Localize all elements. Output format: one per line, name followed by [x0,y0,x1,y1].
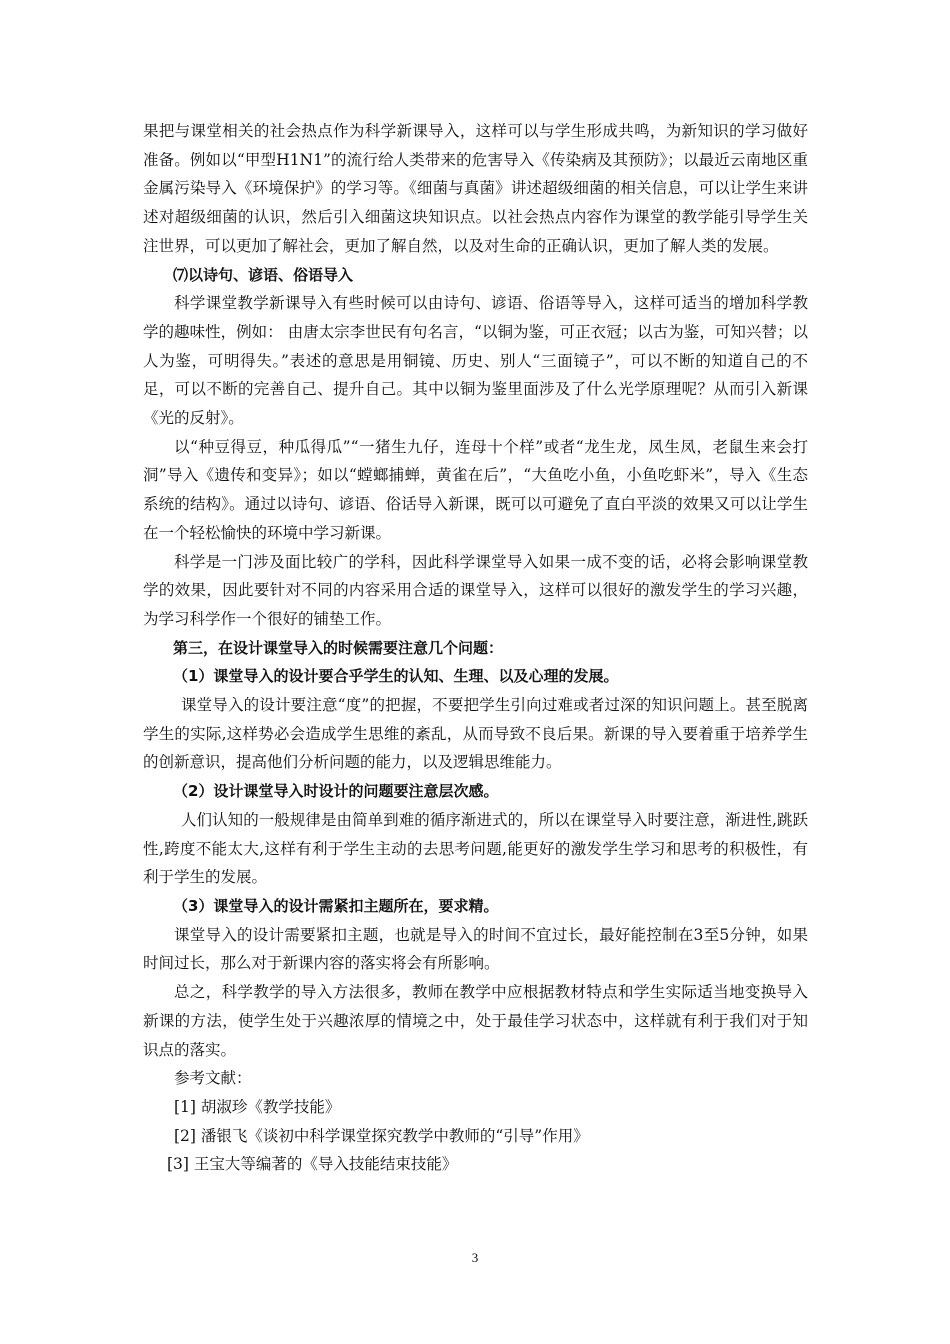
heading-third-point: 第三，在设计课堂导入的时候需要注意几个问题： [173,638,504,657]
heading-item-3: （3）课堂导入的设计需紧扣主题所在，要求精。 [173,896,499,915]
paragraph-science-summary: 科学是一门涉及面比较广的学科，因此科学课堂导入如果一成不变的话，必将会影响课堂教学的效果，因此要针对不同的内容采用合适的课堂导入，这样可以很好的激发学生的学习兴趣，为学习科学作一个很好的铺垫工作。 [143,552,808,628]
paragraph-conclusion: 总之，科学教学的导入方法很多，教师在教学中应根据教材特点和学生实际适当地变换导入新课的方法，使学生处于兴趣浓厚的情境之中，处于最佳学习状态中，这样就有利于我们对于知识点的落实。 [143,983,808,1059]
heading-poetry-intro: ⑺以诗句、谚语、俗语导入 [173,265,354,284]
reference-item-1: [1] 胡淑珍《教学技能》 [174,1097,341,1116]
reference-item-2: [2] 潘银飞《谈初中科学课堂探究教学中教师的“引导”作用》 [174,1126,589,1145]
document-body [143,117,808,1179]
reference-item-3: [3] 王宝大等编著的《导入技能结束技能》 [167,1155,458,1174]
paragraph-social-hotspot: 果把与课堂相关的社会热点作为科学新课导入，这样可以与学生形成共鸣，为新知识的学习做好准备。例如以“甲型H1N1”的流行给人类带来的危害导入《传染病及其预防》；以最近云南地区重金属污染导入《环境保护》的学习等。《细菌与真菌》讲述超级细菌的相关信息，可以让学生来讲述对超级细菌的认识，然后引入细菌这块知识点。以社会热点内容作为课堂的教学能引导学生关注世界，可以更加了解社会，更加了解自然，以及对生命的正确认识，更加了解人类的发展。 [143,122,808,255]
paragraph-item-2: 人们认知的一般规律是由简单到难的循序渐进式的，所以在课堂导入时要注意，渐进性,跳跃性,跨度不能太大,这样有利于学生主动的去思考问题,能更好的激发学生学习和思考的积极性，有利于学生的发展。 [143,810,808,887]
paragraph-proverb-example: 以“种豆得豆，种瓜得瓜”“一猪生九仔，连母十个样”或者“龙生龙，凤生凤，老鼠生来会打洞”导入《遗传和变异》；如以“螳螂捕蝉，黄雀在后”，“大鱼吃小鱼，小鱼吃虾米”，导入《生态系统的结构》。通过以诗句、谚语、俗话导入新课，既可以可避免了直白平淡的效果又可以让学生在一个轻松愉快的环境中学习新课。 [143,437,808,542]
heading-item-1: （1）课堂导入的设计要合乎学生的认知、生理、以及心理的发展。 [173,667,619,686]
heading-item-2: （2）设计课堂导入时设计的问题要注意层次感。 [173,782,499,801]
paragraph-poetry-example: 科学课堂教学新课导入有些时候可以由诗句、谚语、俗语等导入，这样可适当的增加科学教学的趣味性，例如： 由唐太宗李世民有句名言，“以铜为鉴，可正衣冠；以古为鉴，可知兴替；以人为鉴，可明得失。”表述的意思是用铜镜、历史、别人“三面镜子”，可以不断的知道自己的不足，可以不断的完善自己、提升自己。其中以铜为鉴里面涉及了什么光学原理呢？从而引入新课《光的反射》。 [143,294,808,428]
references-heading: 参考文献： [174,1069,252,1088]
page-number: 3 [471,1250,479,1265]
paragraph-item-3: 课堂导入的设计需要紧扣主题，也就是导入的时间不宜过长，最好能控制在3至5分钟，如果时间过长，那么对于新课内容的落实将会有所影响。 [143,925,808,973]
paragraph-item-1: 课堂导入的设计要注意“度”的把握，不要把学生引向过难或者过深的知识问题上。甚至脱离学生的实际,这样势必会造成学生思维的紊乱，从而导致不良后果。新课的导入要着重于培养学生的创新意识，提高他们分析问题的能力，以及逻辑思维能力。 [143,696,808,772]
